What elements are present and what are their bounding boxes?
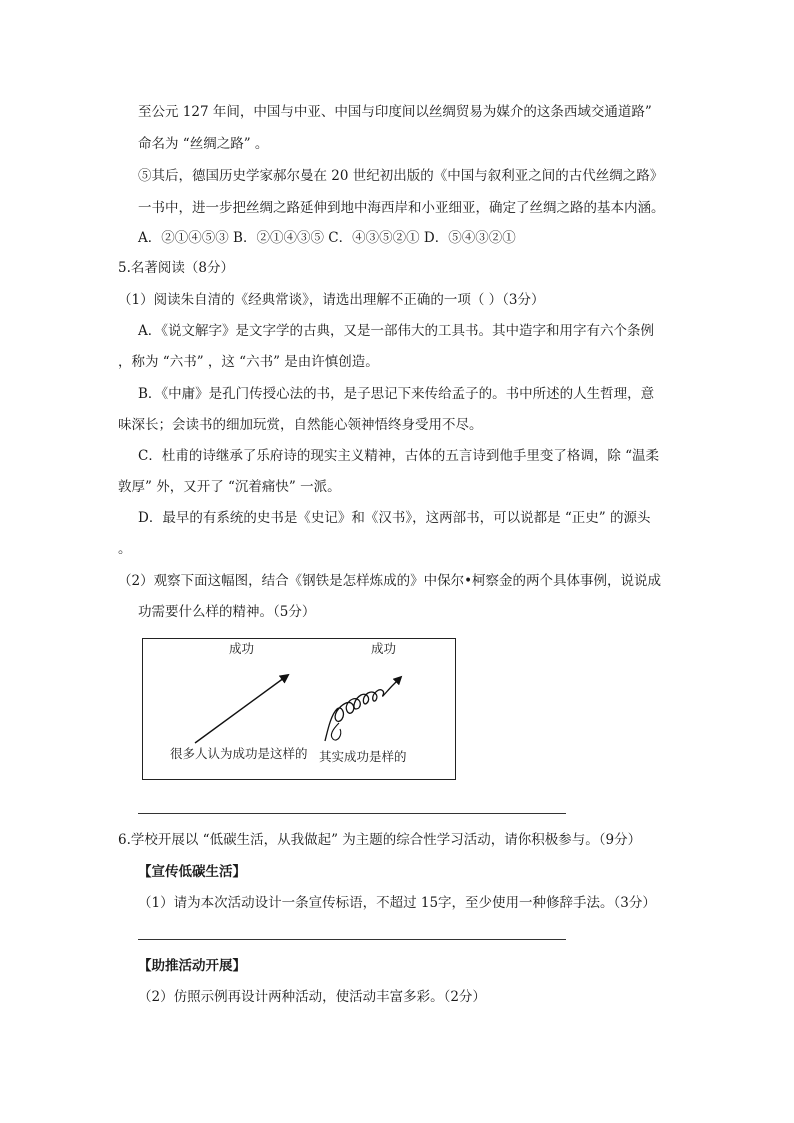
option-b-line-2: 味深长；会读书的细加玩赏，自然能心领神悟终身受用不尽。 (118, 417, 483, 433)
question-6-title: 6.学校开展以 “低碳生活，从我做起” 为主题的综合性学习活动，请你积极参与。（9分） (118, 832, 642, 848)
answer-line-2[interactable] (138, 939, 566, 940)
right-success-label: 成功 (371, 641, 397, 656)
option-a-line-1: A．《说文解字》是文字学的古典，又是一部伟大的工具书。其中造字和用字有六个条例 (138, 323, 654, 339)
right-caption: 其实成功是样的 (319, 749, 407, 764)
left-caption: 很多人认为成功是这样的 (170, 746, 308, 761)
option-d-line-2: 。 (118, 541, 132, 557)
tangled-arrow (325, 677, 401, 741)
straight-arrow (195, 675, 288, 743)
question-5-sub-2-line-2: 功需要什么样的精神。（5分） (138, 604, 316, 620)
answer-line-1[interactable] (138, 813, 566, 814)
left-success-label: 成功 (229, 641, 255, 656)
section-promote-low-carbon: 【宣传低碳生活】 (138, 864, 246, 880)
question-5-title: 5.名著阅读（8分） (118, 260, 234, 276)
answer-options: A．②①④⑤③ B．②①④③⑤ C．④③⑤②① D．⑤④③②① (138, 230, 516, 246)
intro-line-1: 至公元 127 年间，中国与中亚、中国与印度间以丝绸贸易为媒介的这条西域交通道路” (138, 104, 652, 120)
question-5-sub-2-line-1: （2）观察下面这幅图，结合《钢铁是怎样炼成的》中保尔•柯察金的两个具体事例，说说成 (118, 573, 662, 589)
section-activity-support: 【助推活动开展】 (138, 958, 246, 974)
intro-line-2: 命名为 “丝绸之路” 。 (138, 136, 269, 152)
option-c-line-1: C．杜甫的诗继承了乐府诗的现实主义精神，古体的五言诗到他手里变了格调，除 “温柔 (138, 448, 660, 464)
intro-line-4: 一书中，进一步把丝绸之路延伸到地中海西岸和小亚细亚，确定了丝绸之路的基本内涵。 (138, 200, 665, 216)
option-b-line-1: B．《中庸》是孔门传授心法的书，是子思记下来传给孟子的。书中所述的人生哲理，意 (138, 386, 655, 402)
question-6-sub-2: （2）仿照示例再设计两种活动，使活动丰富多彩。（2分） (138, 989, 486, 1005)
question-6-sub-1: （1）请为本次活动设计一条宣传标语，不超过 15字，至少使用一种修辞手法。（3分） (138, 895, 656, 911)
option-c-line-2: 敦厚” 外，又开了 “沉着痛快” 一派。 (118, 479, 341, 495)
intro-line-3: ⑤其后，德国历史学家郝尔曼在 20 世纪初出版的《中国与叙利亚之间的古代丝绸之路》 (138, 168, 664, 184)
question-5-sub-1: （1）阅读朱自清的《经典常谈》，请选出理解不正确的一项（ ）（3分） (118, 292, 545, 308)
option-a-line-2: ，称为 “六书” ，这 “六书” 是由许慎创造。 (118, 354, 379, 370)
success-figure (142, 638, 456, 780)
option-d-line-1: D．最早的有系统的史书是《史记》和《汉书》，这两部书，可以说都是 “正史” 的源头 (138, 510, 651, 526)
tangled-arrow-loop (331, 723, 340, 740)
